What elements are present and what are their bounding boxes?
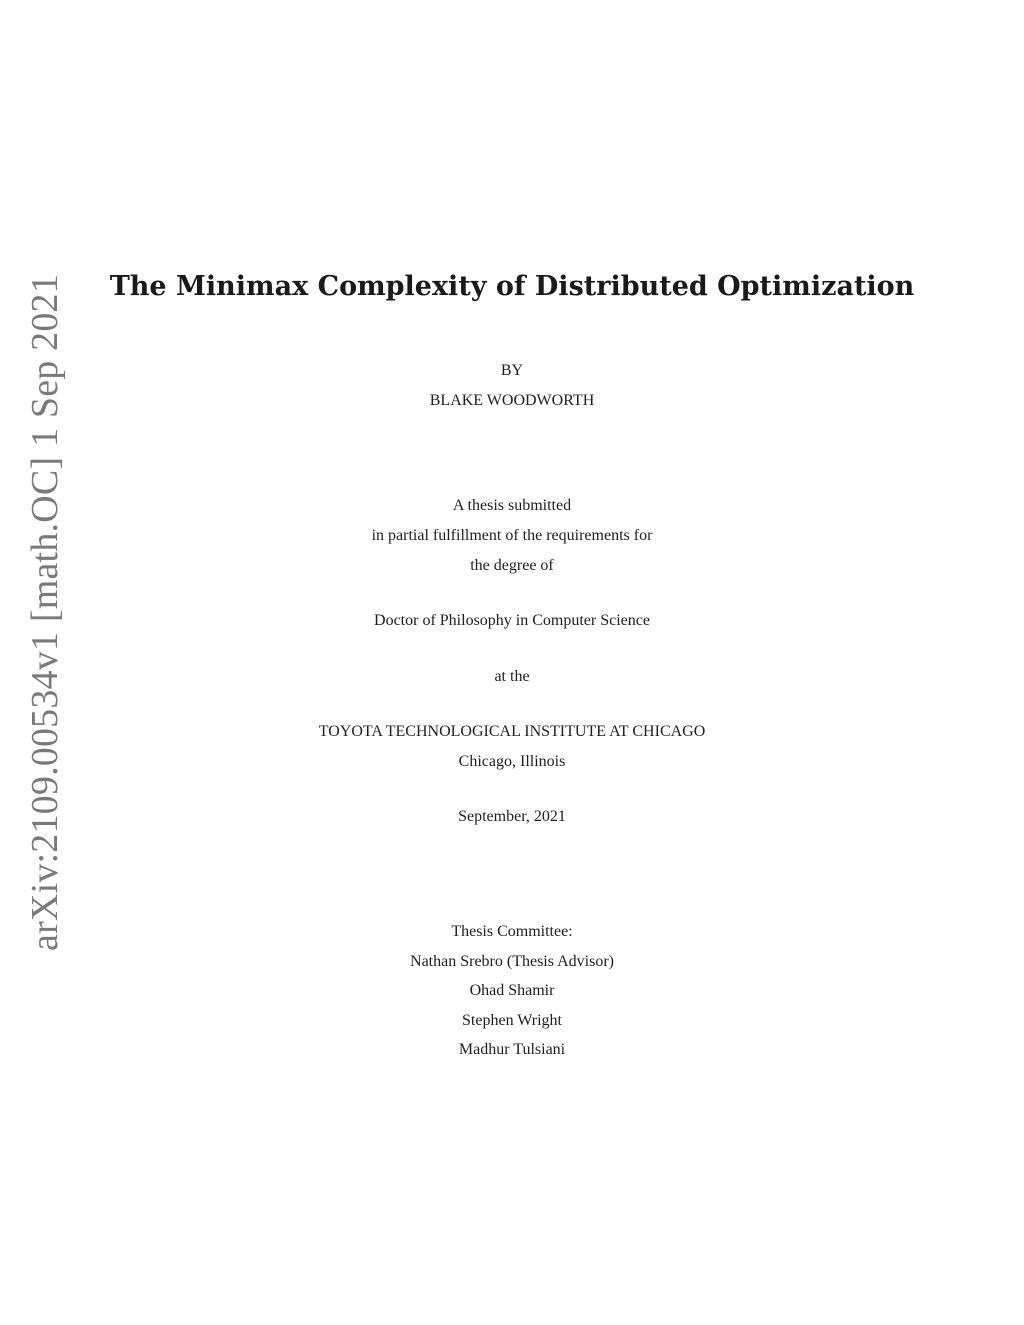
thesis-title: The Minimax Complexity of Distributed Optimization (109, 271, 915, 302)
institution-name: TOYOTA TECHNOLOGICAL INSTITUTE AT CHICAGO (318, 723, 706, 740)
by-label: BY (500, 362, 524, 379)
at-the-label: at the (494, 668, 530, 685)
submission-line-2: in partial fulfillment of the requirements for (371, 527, 653, 544)
submission-date: September, 2021 (458, 808, 566, 825)
committee-member: Madhur Tulsiani (458, 1041, 566, 1058)
submission-line-3: the degree of (470, 557, 554, 574)
submission-line-1: A thesis submitted (452, 497, 572, 514)
institution-location: Chicago, Illinois (458, 753, 566, 770)
arxiv-identifier-stamp: arXiv:2109.00534v1 [math.OC] 1 Sep 2021 (24, 274, 66, 951)
committee-member: Nathan Srebro (Thesis Advisor) (410, 953, 614, 970)
committee-member: Stephen Wright (462, 1012, 562, 1029)
degree-name: Doctor of Philosophy in Computer Science (374, 612, 650, 629)
committee-heading: Thesis Committee: (451, 923, 573, 940)
committee-member: Ohad Shamir (469, 982, 555, 999)
author-name: BLAKE WOODWORTH (429, 392, 595, 409)
